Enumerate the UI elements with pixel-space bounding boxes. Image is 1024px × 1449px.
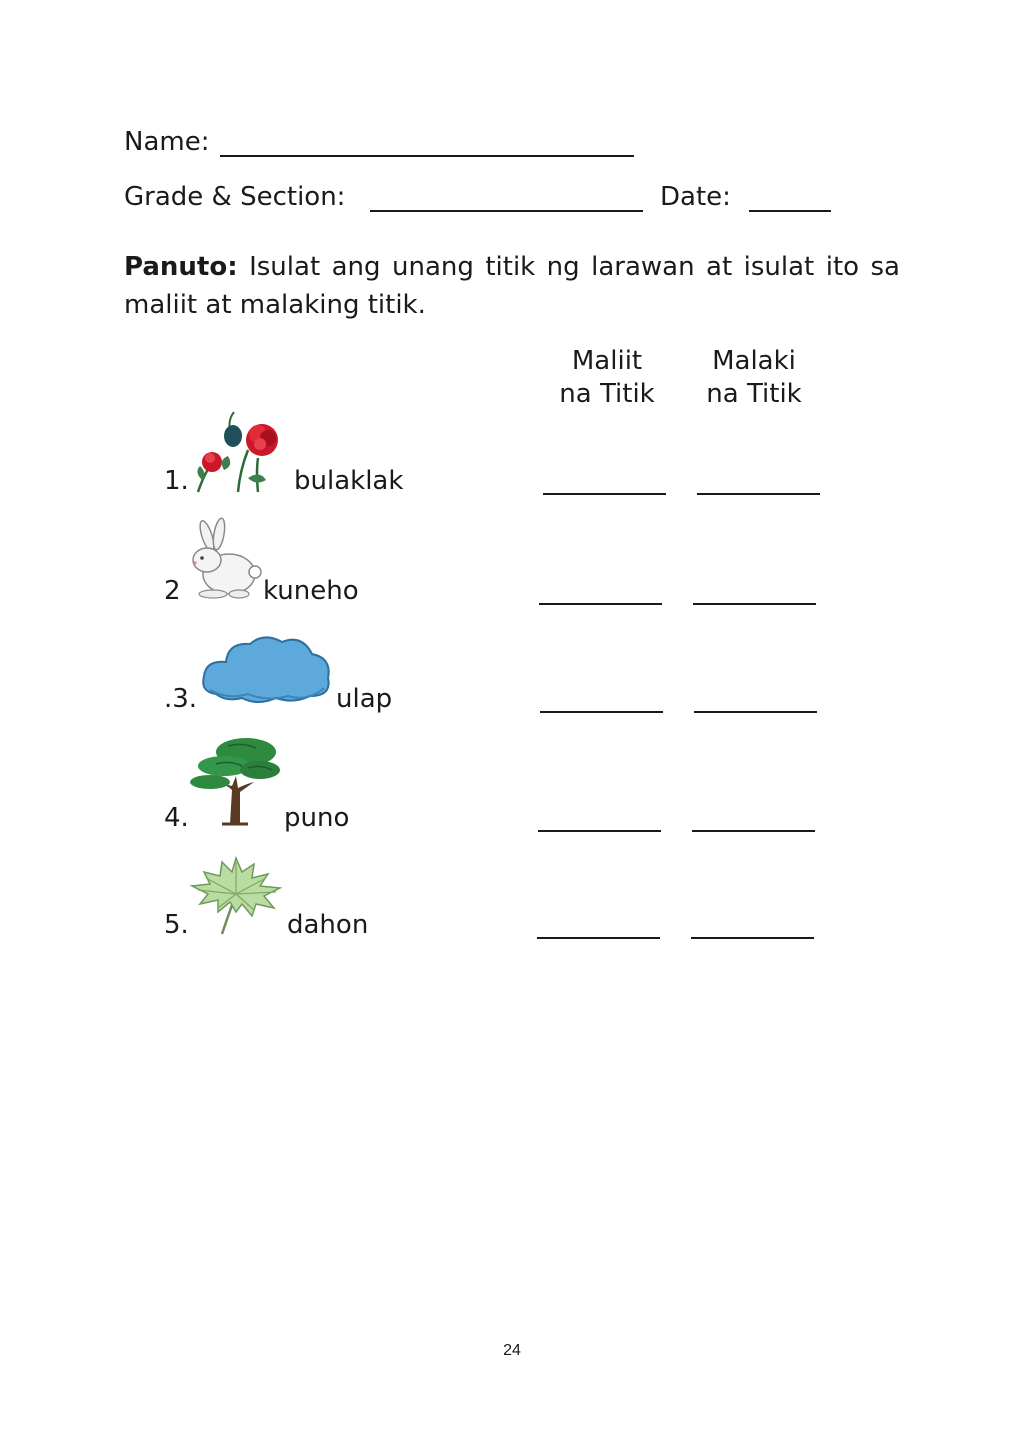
item-number: 2 (164, 576, 181, 606)
item-word: bulaklak (294, 466, 404, 496)
instructions (124, 248, 900, 324)
date-field[interactable] (749, 210, 831, 212)
big-letter-blank[interactable] (693, 603, 816, 605)
column-header-small-line2: na Titik (559, 379, 655, 409)
column-header-big-line2: na Titik (706, 379, 802, 409)
item-word: ulap (336, 684, 393, 714)
instructions-bold: Panuto: (124, 252, 238, 282)
column-header-big-line1: Malaki (712, 346, 796, 376)
rabbit-icon (183, 516, 263, 600)
grade-section-field[interactable] (370, 210, 643, 212)
big-letter-blank[interactable] (691, 937, 814, 939)
big-letter-blank[interactable] (694, 711, 817, 713)
item-number: 4. (164, 803, 189, 833)
date-label: Date: (660, 182, 731, 212)
cloud-icon (198, 630, 334, 706)
small-letter-blank[interactable] (540, 711, 663, 713)
big-letter-blank[interactable] (697, 493, 820, 495)
grade-section-label: Grade & Section: (124, 182, 346, 212)
name-field[interactable] (220, 155, 634, 157)
big-letter-blank[interactable] (692, 830, 815, 832)
small-letter-blank[interactable] (543, 493, 666, 495)
column-header-small-line1: Maliit (571, 346, 643, 376)
tree-icon (186, 736, 284, 826)
item-word: kuneho (263, 576, 359, 606)
small-letter-blank[interactable] (537, 937, 660, 939)
page-number: 24 (503, 1342, 521, 1359)
item-word: dahon (287, 910, 369, 940)
instructions-text: Isulat ang unang titik ng larawan at isulat ito sa maliit at malaking titik. (124, 252, 900, 320)
column-header-small (537, 345, 677, 411)
name-label: Name: (124, 127, 210, 157)
leaf-icon (188, 854, 286, 936)
item-word: puno (284, 803, 350, 833)
column-header-big (684, 345, 824, 411)
item-number: .3. (164, 684, 198, 714)
small-letter-blank[interactable] (539, 603, 662, 605)
item-number: 5. (164, 910, 189, 940)
small-letter-blank[interactable] (538, 830, 661, 832)
flower-icon (188, 408, 288, 494)
item-number: 1. (164, 466, 189, 496)
